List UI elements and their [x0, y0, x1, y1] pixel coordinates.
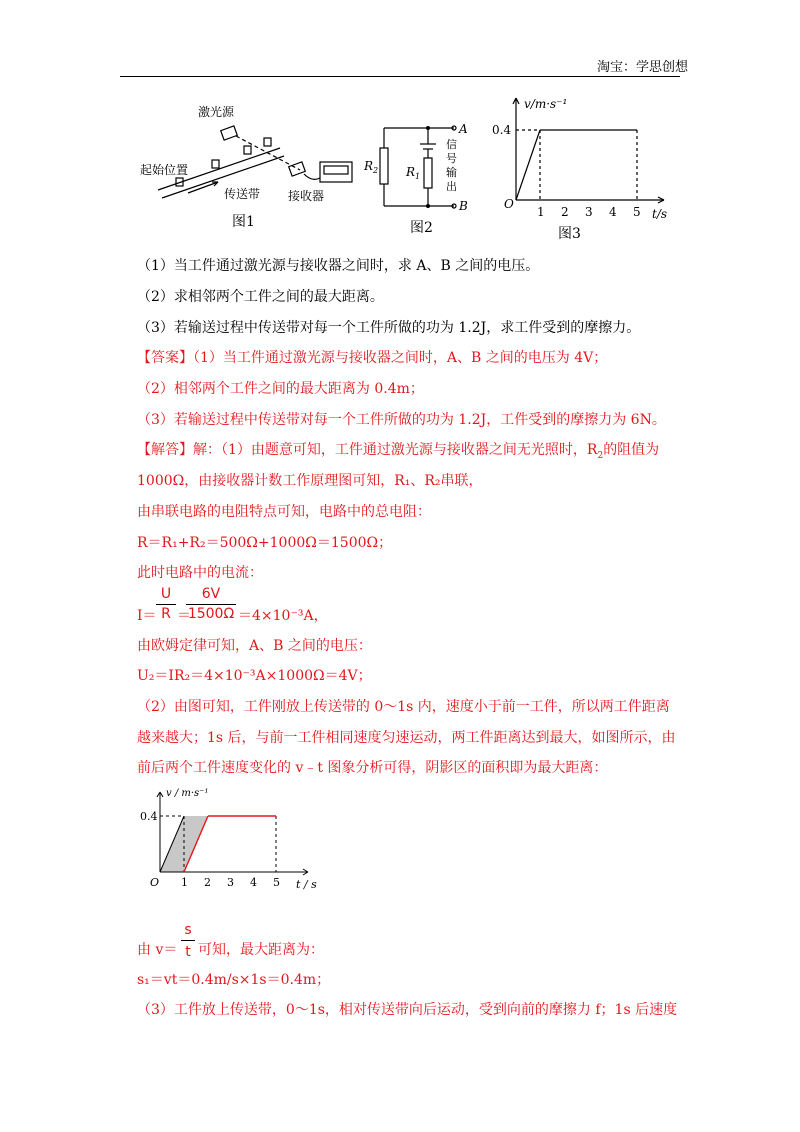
fig3-caption: 图3 — [558, 226, 581, 242]
fig1-label-belt: 传送带 — [224, 187, 261, 201]
solution-line-13: s₁＝vt＝0.4m/s×1s＝0.4m； — [137, 972, 331, 988]
fig2-label-a: A — [459, 122, 468, 136]
solution-line-2: 1000Ω，由接收器计数工作原理图可知，R₁、R₂串联， — [137, 473, 483, 489]
figure-1-conveyor — [140, 98, 360, 238]
fig4-xtick-4: 4 — [250, 876, 257, 889]
question-3: （3）若输送过程中传送带对每一个工件所做的功为 1.2J，求工件受到的摩擦力。 — [137, 320, 641, 336]
frac2-bar — [186, 604, 236, 605]
solution-line-12-prefix: 由 v＝ — [137, 942, 178, 958]
answer-line-3: （3）若输送过程中传送带对每一个工件所做的功为 1.2J，工件受到的摩擦力为 6N。 — [137, 412, 666, 428]
fig3-origin: O — [504, 197, 514, 211]
frac1-numerator: U — [160, 586, 172, 602]
fig4-ylabel: v / m·s⁻¹ — [166, 788, 209, 799]
fig3-ylabel: v/m·s⁻¹ — [524, 97, 568, 111]
solution-line-3: 由串联电路的电阻特点可知，电路中的总电阻： — [137, 504, 431, 520]
solution-line-4: R＝R₁+R₂＝500Ω+1000Ω＝1500Ω； — [137, 535, 393, 551]
frac1-bar — [156, 604, 176, 605]
fig3-xtick-1: 1 — [537, 205, 545, 219]
fig3-xtick-4: 4 — [609, 205, 617, 219]
fig2-signal-4: 出 — [446, 180, 457, 193]
solution-tag: 【解答】 — [137, 442, 193, 458]
solution-line-8: U₂＝IR₂＝4×10⁻³A×1000Ω＝4V； — [137, 668, 372, 684]
solution-line-9: （2）由图可知，工件刚放上传送带的 0～1s 内，速度小于前一工件，所以两工件距离 — [137, 699, 670, 715]
figure-4-shaded-vt-graph — [140, 786, 340, 896]
fig4-xlabel: t / s — [296, 878, 317, 891]
solution-line-7: 由欧姆定律可知，A、B 之间的电压： — [137, 638, 372, 654]
solution-line-12-suffix: 可知，最大距离为： — [198, 942, 324, 958]
fig3-ytick: 0.4 — [492, 123, 512, 137]
fig2-caption: 图2 — [410, 220, 433, 236]
eq-current-mid: ＝ — [177, 608, 191, 624]
fig4-xtick-3: 3 — [227, 876, 234, 889]
fig3-xlabel: t/s — [652, 207, 668, 221]
frac2-numerator: 6V — [201, 586, 221, 602]
fig3-xtick-2: 2 — [561, 205, 569, 219]
frac3-bar — [181, 940, 195, 941]
solution-line-14: （3）工件放上传送带，0～1s，相对传送带向后运动，受到向前的摩擦力 f；1s 后速度 — [137, 1002, 678, 1018]
fig2-label-b: B — [459, 199, 468, 213]
answer-line-1: 【答案】（1）当工件通过激光源与接收器之间时，A、B 之间的电压为 4V； — [137, 350, 608, 366]
answer-line-2: （2）相邻两个工件之间的最大距离为 0.4m； — [137, 381, 424, 397]
fig2-signal-3: 输 — [446, 166, 457, 179]
fig4-xtick-1: 1 — [181, 876, 188, 889]
frac3-numerator: s — [184, 922, 192, 938]
question-2: （2）求相邻两个工件之间的最大距离。 — [137, 289, 384, 305]
eq-current-suffix: ＝4×10⁻³A， — [238, 608, 328, 624]
solution-line-1: 【解答】解：（1）由题意可知，工件通过激光源与接收器之间无光照时，$R_2$的阻值为 — [137, 442, 660, 461]
page-header-text: 淘宝：学思创想 — [596, 60, 688, 75]
fig3-xtick-5: 5 — [633, 205, 641, 219]
fig4-xtick-5: 5 — [273, 876, 280, 889]
fig1-label-start: 起始位置 — [140, 163, 189, 177]
solution-line-5: 此时电路中的电流： — [137, 565, 263, 581]
fig1-label-receiver: 接收器 — [288, 189, 325, 203]
header-rule — [120, 76, 680, 77]
fig2-label-r1: $R_1$ — [406, 165, 421, 181]
fig3-xtick-3: 3 — [585, 205, 593, 219]
figure-3-vt-graph — [486, 88, 686, 244]
solution-line-10: 越来越大；1s 后，与前一工件相同速度匀速运动，两工件距离达到最大，如图所示，由 — [137, 730, 676, 746]
solution-line-11: 前后两个工件速度变化的 v﹣t 图象分析可得，阴影区的面积即为最大距离： — [137, 760, 608, 776]
question-1: （1）当工件通过激光源与接收器之间时，求 A、B 之间的电压。 — [137, 258, 540, 274]
fig2-signal-2: 号 — [446, 152, 457, 165]
fig4-ytick: 0.4 — [140, 810, 158, 823]
fig4-xtick-2: 2 — [204, 876, 211, 889]
eq-current-prefix: I＝ — [137, 608, 157, 624]
fig2-label-r2: $R_2$ — [364, 159, 379, 175]
frac3-denominator: t — [185, 944, 191, 960]
figure-2-circuit — [362, 112, 482, 240]
frac1-denominator: R — [161, 606, 171, 622]
fig2-signal-1: 信 — [446, 138, 457, 151]
fig1-caption: 图1 — [232, 214, 255, 230]
answer-tag: 【答案】 — [137, 350, 193, 366]
fig4-origin: O — [150, 876, 160, 889]
fig1-label-laser: 激光源 — [198, 105, 235, 119]
frac2-denominator: 1500Ω — [187, 606, 235, 622]
